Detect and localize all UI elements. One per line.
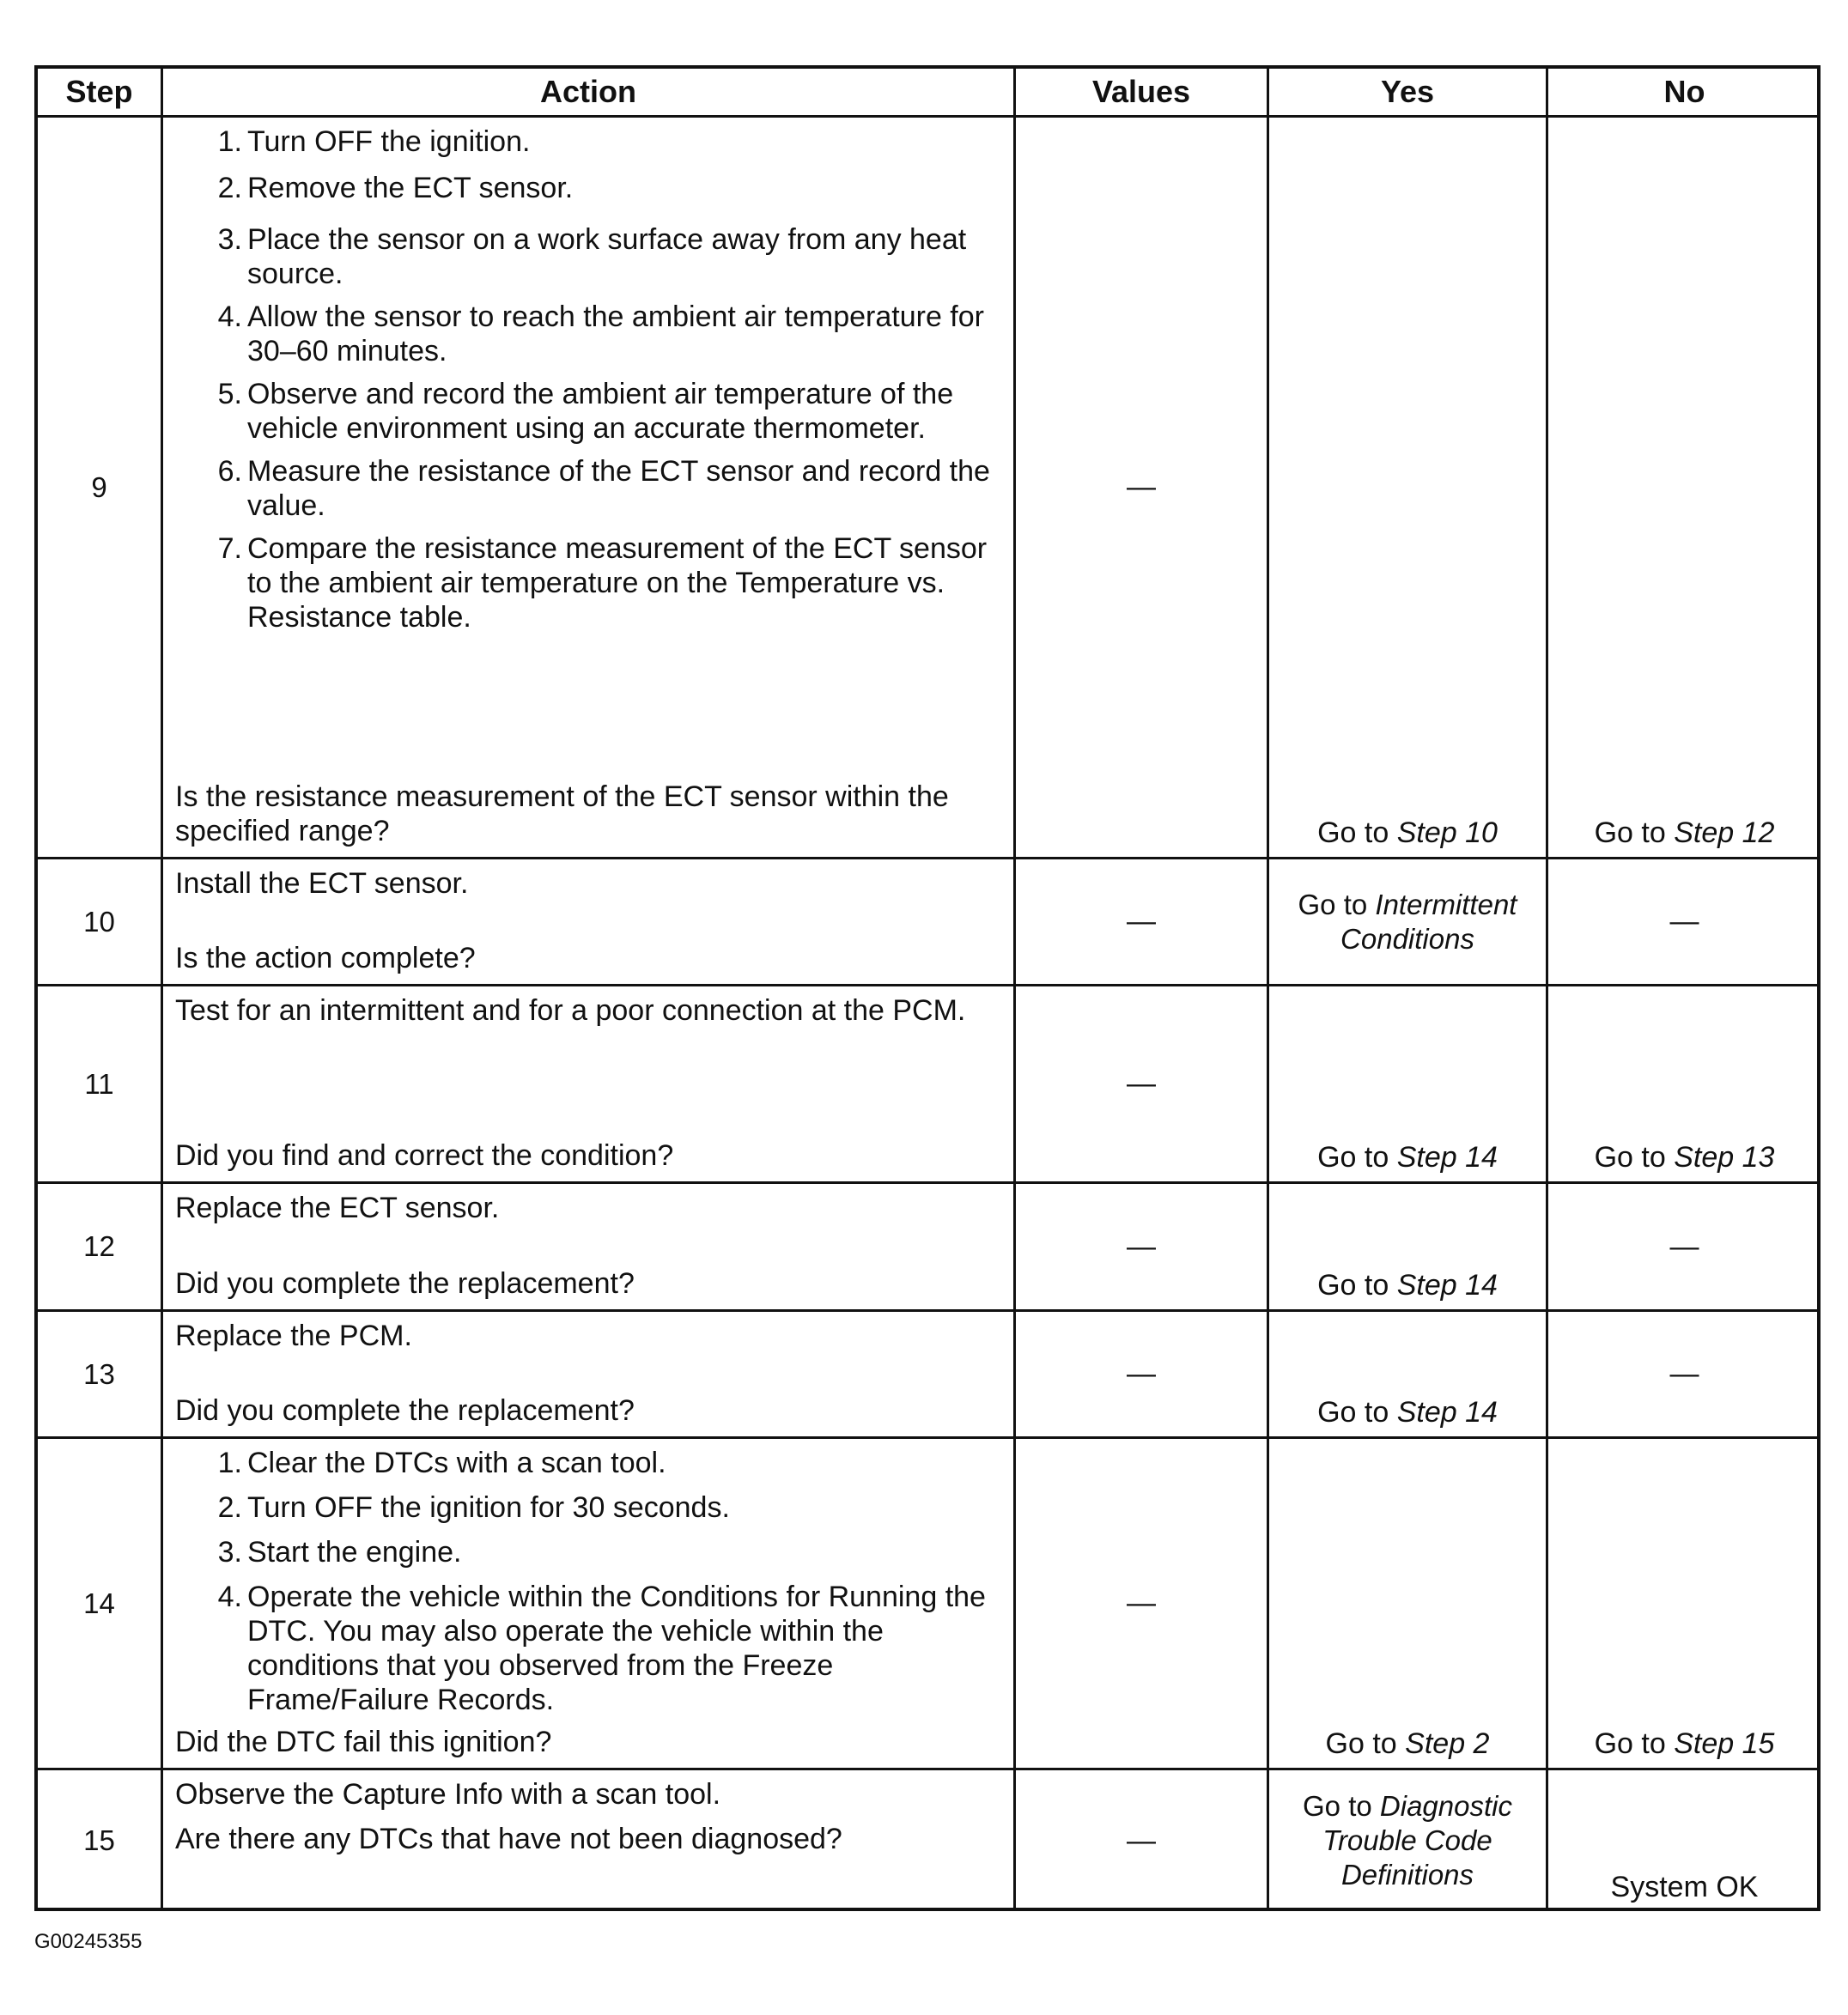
step-number: 15 [38,1770,163,1911]
no-cell: — [1669,1357,1699,1390]
action-cell [163,859,1016,984]
action-step: 5. Observe and record the ambient air temperature of the vehicle environment using an accurate thermometer. [217,378,954,445]
figure-id: G00245355 [34,1930,143,1953]
action-text: Replace the ECT sensor. [175,1192,500,1224]
action-step: 2. Turn OFF the ignition for 30 seconds. [217,1491,730,1524]
table-header-row [38,69,1817,118]
step-number: 12 [38,1184,163,1309]
step-link: Step 14 [1396,1141,1498,1174]
yes-cell: Go to Step 14 [1269,986,1548,1181]
step-link: Step 10 [1396,816,1498,849]
action-cell [163,1184,1016,1309]
values-cell: — [1016,1184,1269,1309]
step-number: 13 [38,1312,163,1436]
values-cell: — [1016,1312,1269,1436]
diagnostic-table [34,65,1821,1911]
action-text: Install the ECT sensor. [175,867,469,900]
step-number: 11 [38,986,163,1181]
step-link: Step 15 [1674,1727,1775,1760]
no-cell: — [1669,1229,1699,1263]
action-question: Is the action complete? [175,942,476,974]
action-step: 3. Place the sensor on a work surface away from any heat source. [217,223,967,290]
action-step: 3. Start the engine. [217,1536,462,1569]
action-question: Did you complete the replacement? [175,1267,635,1300]
yes-cell: Go to Diagnostic Trouble Code Definitions [1269,1770,1548,1911]
step-link: Step 12 [1674,816,1775,849]
yes-cell: Go to Step 2 [1269,1439,1548,1768]
header-step: Step [38,69,163,115]
table-row-step-9 [38,118,1817,859]
step-number: 10 [38,859,163,984]
action-steps [175,1446,1001,1717]
no-cell: — [1669,905,1699,938]
no-cell: Go to Step 13 [1594,1141,1775,1174]
action-question: Did you find and correct the condition? [175,1139,674,1172]
table-row-step-15 [38,1770,1817,1911]
no-cell: Go to Step 12 [1594,816,1775,849]
table-row-step-13 [38,1312,1817,1439]
step-link: Step 14 [1396,1396,1498,1429]
action-step: 6. Measure the resistance of the ECT sensor and record the value. [217,455,990,522]
yes-cell: Go to Step 14 [1269,1184,1548,1309]
action-question: Are there any DTCs that have not been diagnosed? [175,1823,842,1855]
no-cell: System OK [1610,1871,1759,1903]
table-row-step-10 [38,859,1817,986]
step-number: 9 [38,118,163,857]
yes-cell: Go to Intermittent Conditions [1269,859,1548,984]
table-row-step-12 [38,1184,1817,1312]
header-action: Action [163,69,1016,115]
step-number: 14 [38,1439,163,1768]
values-cell: — [1016,1439,1269,1768]
yes-cell: Go to Step 10 [1269,118,1548,857]
step-link: Step 2 [1405,1727,1490,1760]
action-question: Is the resistance measurement of the ECT sensor within the specified range? [175,780,949,847]
action-cell [163,118,1016,857]
action-step: 2. Remove the ECT sensor. [217,172,574,204]
values-cell: — [1016,118,1269,857]
header-yes: Yes [1269,69,1548,115]
step-link: Intermittent Conditions [1340,888,1517,955]
step-link: Step 13 [1674,1141,1775,1174]
action-cell [163,1439,1016,1768]
table-row-step-11 [38,986,1817,1184]
action-text: Test for an intermittent and for a poor connection at the PCM. [175,994,966,1027]
values-cell: — [1016,859,1269,984]
action-steps [175,124,1001,634]
action-step: 4. Allow the sensor to reach the ambient air temperature for 30–60 minutes. [217,300,984,367]
step-link: Step 14 [1396,1269,1498,1302]
step-link: Diagnostic Trouble Code Definitions [1322,1790,1512,1891]
action-step: 4. Operate the vehicle within the Conditions for Running the DTC. You may also operate the vehicle within the conditions that you observed from the Freeze Frame/Failure Records. [217,1581,986,1716]
action-text: Observe the Capture Info with a scan tool. [175,1778,721,1811]
action-question: Did the DTC fail this ignition? [175,1726,552,1758]
yes-cell: Go to Step 14 [1269,1312,1548,1436]
action-question: Did you complete the replacement? [175,1394,635,1427]
no-cell: Go to Step 15 [1594,1727,1775,1760]
values-cell: — [1016,986,1269,1181]
action-text: Replace the PCM. [175,1320,412,1352]
action-cell [163,986,1016,1181]
action-step: 1. Clear the DTCs with a scan tool. [217,1447,666,1479]
action-cell [163,1770,1016,1911]
action-cell [163,1312,1016,1436]
values-cell: — [1016,1770,1269,1911]
action-step: 7. Compare the resistance measurement of the ECT sensor to the ambient air temperature on the Temperature vs. Resistance table. [217,532,988,634]
header-no: No [1663,74,1705,109]
table-row-step-14 [38,1439,1817,1770]
header-values: Values [1016,69,1269,115]
action-step: 1. Turn OFF the ignition. [217,125,531,158]
